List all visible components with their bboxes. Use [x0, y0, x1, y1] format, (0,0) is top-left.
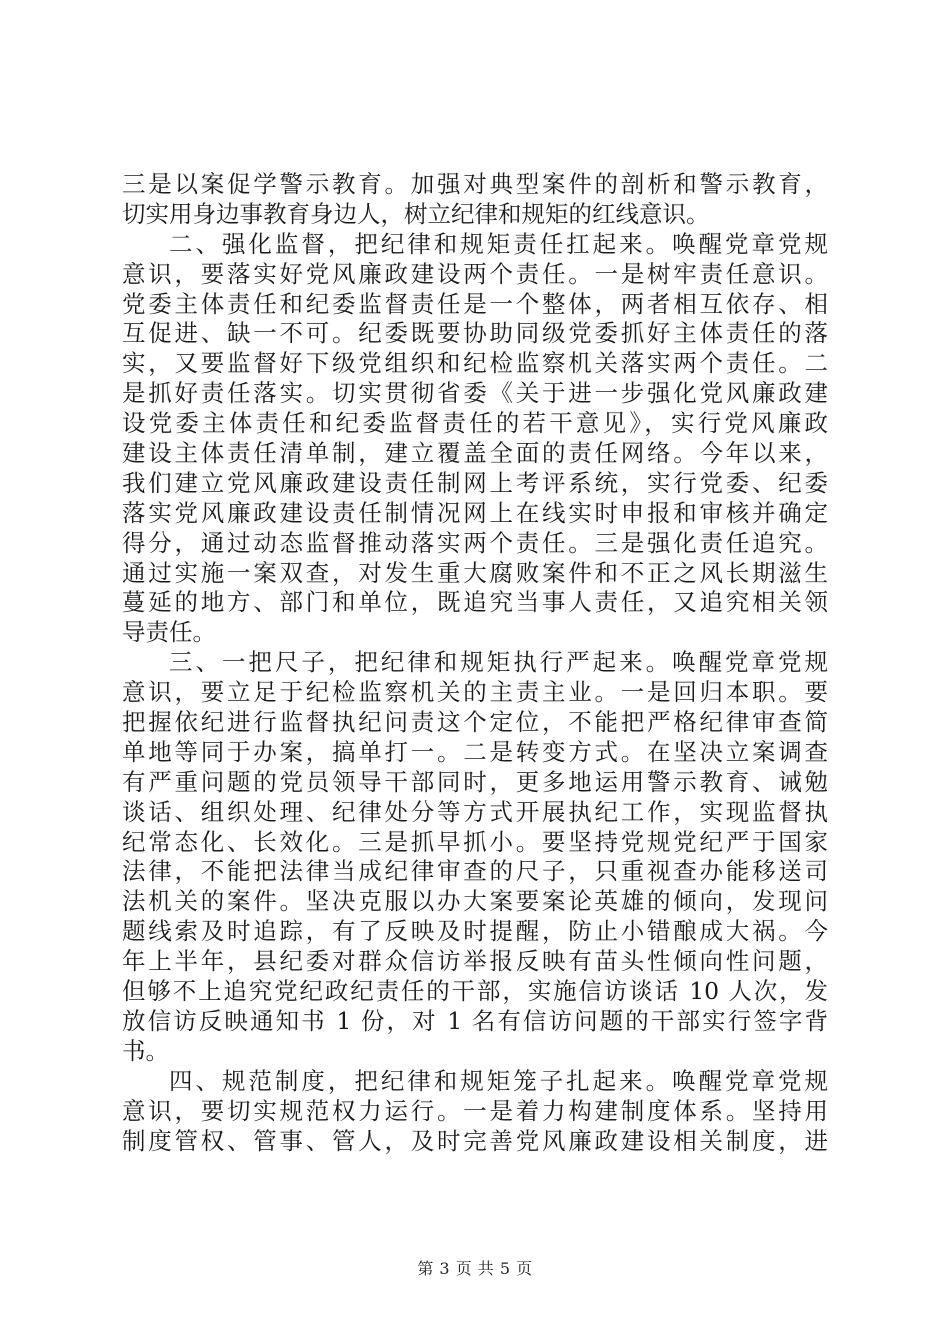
body-text-line: 制度管权、管事、管人，及时完善党风廉政建设相关制度，进	[122, 1126, 828, 1155]
body-text-line: 题线索及时追踪，有了反映及时提醒，防止小错酿成大祸。今	[122, 917, 828, 946]
body-text-line: 二、强化监督，把纪律和规矩责任扛起来。唤醒党章党规	[169, 229, 828, 258]
body-text-line: 蔓延的地方、部门和单位，既追究当事人责任，又追究相关领	[122, 588, 828, 617]
body-text-line: 导责任。	[122, 618, 216, 647]
body-text-line: 四、规范制度，把纪律和规矩笼子扎起来。唤醒党章党规	[169, 1066, 828, 1095]
body-text-line: 互促进、缺一不可。纪委既要协助同级党委抓好主体责任的落	[122, 319, 828, 348]
document-body	[122, 170, 828, 1156]
body-text-line: 放信访反映通知书 1 份，对 1 名有信访问题的干部实行签字背	[122, 1006, 828, 1035]
body-text-line: 把握依纪进行监督执纪问责这个定位，不能把严格纪律审查简	[122, 708, 828, 737]
body-text-line: 意识，要切实规范权力运行。一是着力构建制度体系。坚持用	[122, 1096, 828, 1125]
body-text-line: 党委主体责任和纪委监督责任是一个整体，两者相互依存、相	[122, 289, 828, 318]
body-text-line: 年上半年，县纪委对群众信访举报反映有苗头性倾向性问题，	[122, 947, 828, 976]
body-text-line: 三、一把尺子，把纪律和规矩执行严起来。唤醒党章党规	[169, 648, 828, 677]
body-text-line: 切实用身边事教育身边人，树立纪律和规矩的红线意识。	[122, 199, 710, 228]
body-text-line: 三是以案促学警示教育。加强对典型案件的剖析和警示教育，	[122, 170, 828, 198]
body-text-line: 实，又要监督好下级党组织和纪检监察机关落实两个责任。二	[122, 349, 828, 378]
body-text-line: 是抓好责任落实。切实贯彻省委《关于进一步强化党风廉政建	[122, 379, 828, 408]
body-text-line: 法机关的案件。坚决克服以办大案要案论英雄的倾向，发现问	[122, 887, 828, 916]
page-footer: 第 3 页 共 5 页	[417, 1259, 533, 1278]
body-text-line: 谈话、组织处理、纪律处分等方式开展执纪工作，实现监督执	[122, 797, 828, 826]
body-text-line: 意识，要落实好党风廉政建设两个责任。一是树牢责任意识。	[122, 259, 828, 288]
body-text-line: 有严重问题的党员领导干部同时，更多地运用警示教育、诫勉	[122, 767, 828, 796]
body-text-line: 我们建立党风廉政建设责任制网上考评系统，实行党委、纪委	[122, 468, 828, 497]
body-text-line: 法律，不能把法律当成纪律审查的尺子，只重视查办能移送司	[122, 857, 828, 886]
body-text-line: 设党委主体责任和纪委监督责任的若干意见》，实行党风廉政	[122, 409, 828, 438]
body-text-line: 通过实施一案双查，对发生重大腐败案件和不正之风长期滋生	[122, 558, 828, 587]
body-text-line: 落实党风廉政建设责任制情况网上在线实时申报和审核并确定	[122, 498, 828, 527]
body-text-line: 意识，要立足于纪检监察机关的主责主业。一是回归本职。要	[122, 678, 828, 707]
body-text-line: 但够不上追究党纪政纪责任的干部，实施信访谈话 10 人次，发	[122, 977, 828, 1006]
body-text-line: 单地等同于办案，搞单打一。二是转变方式。在坚决立案调查	[122, 737, 828, 766]
body-text-line: 书。	[122, 1036, 169, 1065]
body-text-line: 得分，通过动态监督推动落实两个责任。三是强化责任追究。	[122, 528, 828, 557]
body-text-line: 纪常态化、长效化。三是抓早抓小。要坚持党规党纪严于国家	[122, 827, 828, 856]
body-text-line: 建设主体责任清单制，建立覆盖全面的责任网络。今年以来，	[122, 439, 828, 468]
